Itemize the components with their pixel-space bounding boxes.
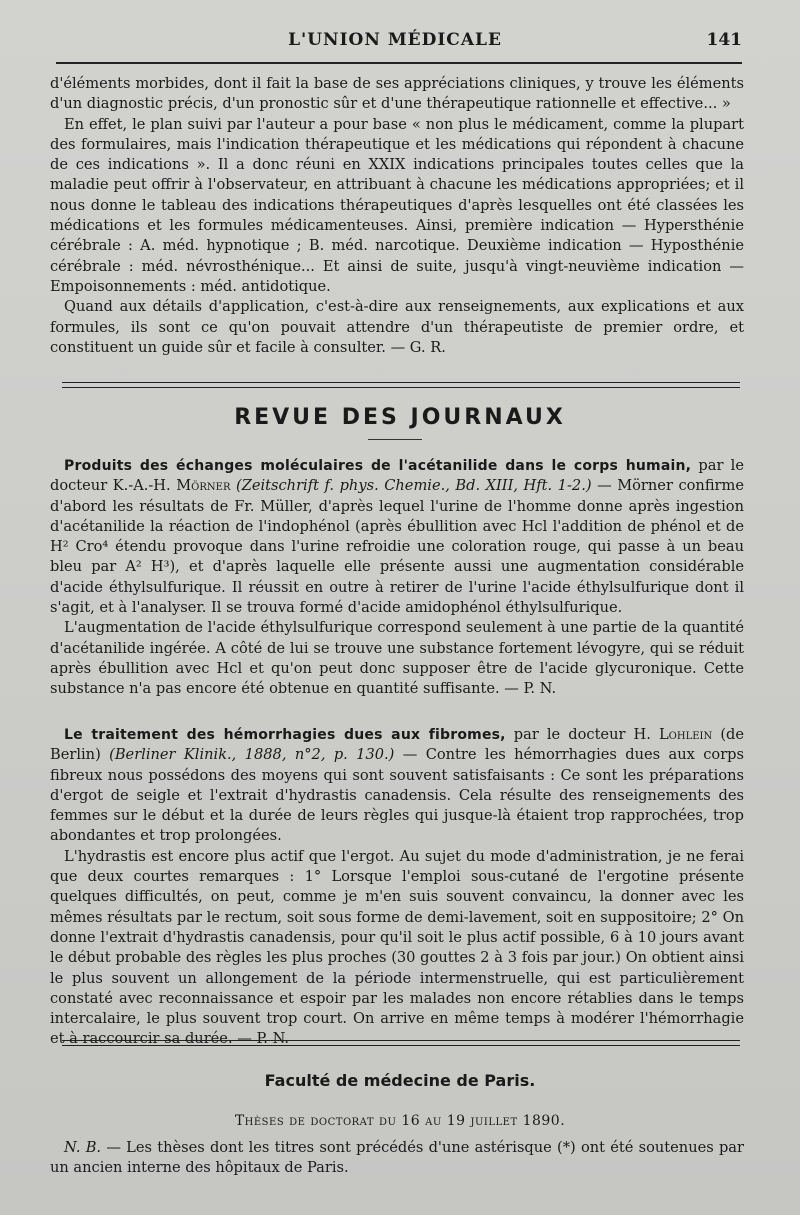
review-paragraph-3: Quand aux détails d'application, c'est-à-dire aux renseignements, aux explications et aux formules, ils sont ce qu'on pouvait attendre d'un thérapeutiste de premier ordre, et constituent un guide sûr et facile à consulter. — G. R. [50,298,744,356]
article-title: Le traitement des hémorrhagies dues aux fibromes, [64,727,506,743]
nb-label: N. B. [64,1139,102,1156]
nb-text: — Les thèses dont les titres sont précédés d'une astérisque (*) ont été soutenues par un ancien interne des hôpitaux de Paris. [50,1139,744,1177]
byline-origin: (de Berlin) [50,726,745,764]
author-name: Mörner [176,477,231,495]
article-acetanilide [50,456,744,700]
article-paragraph: L'augmentation de l'acide éthylsulfurique correspond seulement à une partie de la quantité d'acétanilide ingérée. A côté de lui se trouve une substance fortement lévogyre, qui se réduit après ébullition avec Hcl et qu'on peut donc supposer être de l'acide glycuronique. Cette substance n'a pas encore été obtenue en quantité suffisante. — P. N. [50,619,744,698]
section-divider [62,1040,740,1046]
page-number: 141 [706,30,742,50]
article-paragraph [50,725,744,847]
nb-paragraph [50,1138,744,1179]
book-review-text [50,74,744,358]
article-body: — Contre les hémorrhagies dues aux corps fibreux nous possédons des moyens qui sont souvent satisfaisants : Ce sont les préparations d'ergot de seigle et l'extrait d'hydrastis canadensis. Cela résulte des renseignements des femmes sur le début et la durée de leurs règles qui jusque-là étaient trop rapprochées, trop abondantes et trop prolongées. [50,746,744,845]
header-rule [56,62,742,64]
theses-heading: Thèses de doctorat du 16 au 19 juillet 1890. [234,1113,566,1129]
review-paragraph-1: d'éléments morbides, dont il fait la base de ses appréciations cliniques, y trouve les éléments d'un diagnostic précis, d'un pronostic sûr et d'une thérapeutique rationnelle et effective... » [50,75,744,113]
section-title: REVUE DES JOURNAUX [234,405,566,430]
byline: par le docteur H. [505,726,659,743]
source-citation: (Zeitschrift f. phys. Chemie., Bd. XIII, Hft. 1-2.) [236,477,592,495]
review-paragraph-2: En effet, le plan suivi par l'auteur a pour base « non plus le médicament, comme la plupart des formulaires, mais l'indication thérapeutique et les médications qui répondent à chacune de ces indications ». Il a donc réuni en XXIX indications principales toutes celles que la maladie peut offrir à l'observateur, en attribuant à chacune les médications appropriées; et il nous donne le tableau des indications thérapeutiques d'après lesquelles ont été classées les médications et les formules médicamenteuses. Ainsi, première indication — Hypersthénie cérébrale : A. méd. hypnotique ; B. méd. narcotique. Deuxième indication — Hyposthénie cérébrale : méd. névrosthénique... Et ainsi de suite, jusqu'à vingt-neuvième indication — Empoisonnements : méd. antidotique. [50,115,744,295]
faculty-note [50,1138,744,1179]
title-underline [368,439,422,440]
article-title: Produits des échanges moléculaires de l'acétanilide dans le corps humain, [64,458,692,474]
source-citation: (Berliner Klinik., 1888, n°2, p. 130.) [109,746,395,764]
faculty-title: Faculté de médecine de Paris. [264,1071,536,1090]
article-paragraph: L'hydrastis est encore plus actif que l'ergot. Au sujet du mode d'administration, je ne ferai que deux courtes remarques : 1° Lorsque l'emploi sous-cutané de l'ergotine présente quelques difficultés, on peut, comme je m'en suis souvent convaincu, la donner avec les mêmes résultats par le rectum, soit sous forme de demi-lavement, soit en suppositoire; 2° On donne l'extrait d'hydrastis canadensis, pour qu'il soit le plus actif possible, 6 à 10 jours avant le début probable des règles les plus proches (30 gouttes 2 à 3 fois par jour.) On obtient ainsi le plus souvent un allongement de la période intermenstruelle, qui est particulièrement constaté avec reconnaissance et espoir par les malades non encore rétablies dans le temps intercalaire, le plus souvent trop court. On arrive en même temps à modérer l'hémorrhagie et à raccourcir sa durée. — P. N. [50,847,744,1048]
byline: par le docteur K.-A.-H. [50,457,744,495]
article-body: — Mörner confirme d'abord les résultats de Fr. Müller, d'après lequel l'urine de l'homme donne après ingestion d'acétanilide la réaction de l'indophénol (après ébullition avec Hcl l'addition de phénol et de H² Cro⁴ étendu provoque dans l'urine refroidie une coloration rouge, qui passe à un beau bleu par A² H³), et d'après laquelle elle présente aussi une augmentation considérable d'acide éthylsulfurique. Il réussit en outre à retirer de l'urine l'acide éthylsulfurique dont il s'agit, et à l'analyser. Il se trouva formé d'acide amidophénol éthylsulfurique. [50,477,745,617]
section-divider [62,382,740,388]
running-title: L'UNION MÉDICALE [288,30,502,50]
article-hemorrhagies [50,725,744,1050]
author-name: Lohlein [658,726,713,743]
running-head [48,28,742,54]
article-paragraph [50,456,744,618]
